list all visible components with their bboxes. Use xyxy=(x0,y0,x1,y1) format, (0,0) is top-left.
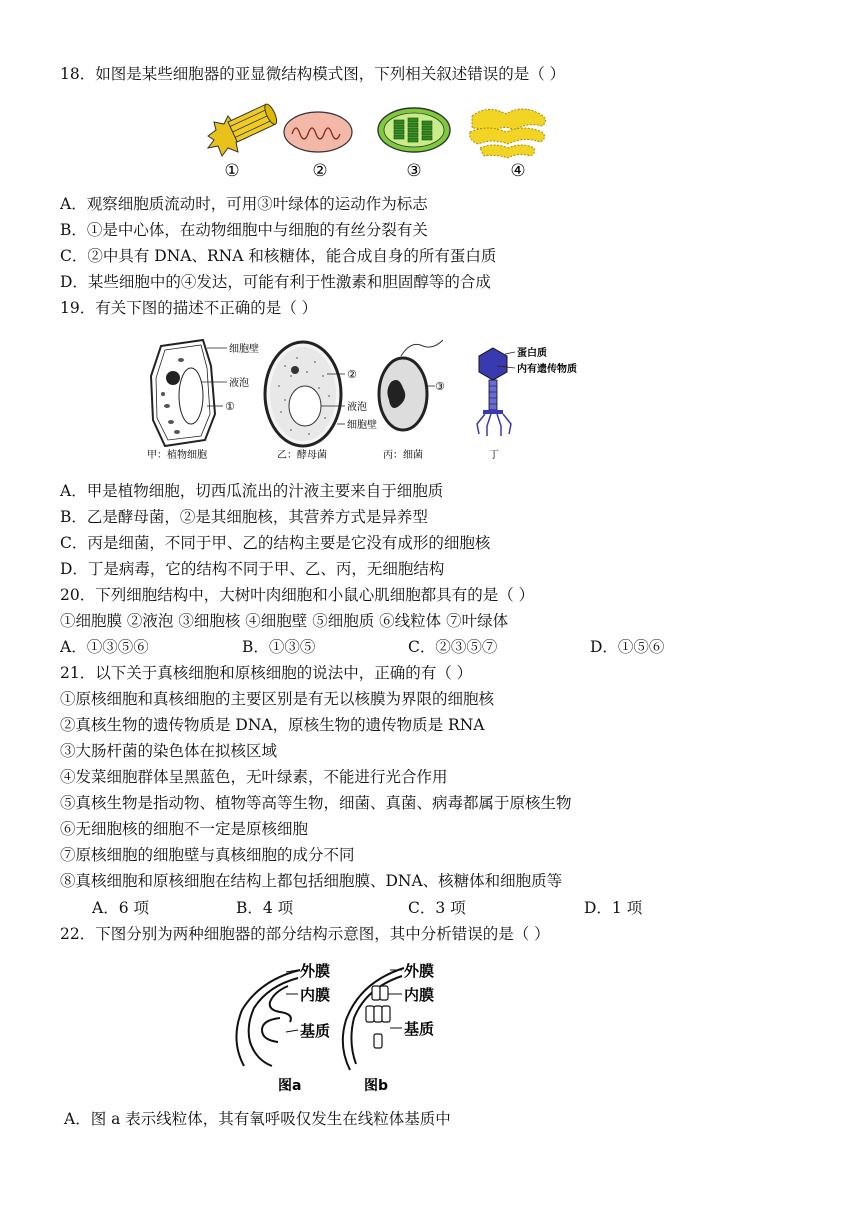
endoplasmic-reticulum-drawing xyxy=(470,109,546,158)
q19-option-d: D．丁是病毒，它的结构不同于甲、乙、丙，无细胞结构 xyxy=(60,560,445,578)
yeast-cell-drawing xyxy=(265,342,377,461)
q20-items: ①细胞膜 ②液泡 ③细胞核 ④细胞壁 ⑤细胞质 ⑥线粒体 ⑦叶绿体 xyxy=(60,612,509,630)
jia-label-cell-wall: 细胞壁 xyxy=(229,344,259,355)
q18-label-4: ④ xyxy=(510,161,526,181)
jia-caption: 甲：植物细胞 xyxy=(147,450,207,461)
figure-a-mitochondrion xyxy=(236,970,300,1066)
q22-stem: 22．下图分别为两种细胞器的部分结构示意图，其中分析错误的是（ ） xyxy=(60,925,550,943)
q21-statement-2: ②真核生物的遗传物质是 DNA，原核生物的遗传物质是 RNA xyxy=(60,716,485,734)
q18-option-c: C．②中具有 DNA、RNA 和核糖体，能合成自身的所有蛋白质 xyxy=(60,247,497,265)
bing-caption: 丙：细菌 xyxy=(383,450,423,461)
yi-label-cell-wall: 细胞壁 xyxy=(347,420,377,431)
virus-drawing xyxy=(477,346,577,461)
q18-option-a: A．观察细胞质流动时，可用③叶绿体的运动作为标志 xyxy=(60,195,428,213)
q20-option-d: D．①⑤⑥ xyxy=(590,638,665,656)
q19-option-a: A．甲是植物细胞，切西瓜流出的汁液主要来自于细胞质 xyxy=(60,482,444,500)
fig-b-label-inner: 内膜 xyxy=(404,986,435,1004)
fig-a-label-matrix: 基质 xyxy=(300,1022,331,1040)
yi-caption: 乙：酵母菌 xyxy=(277,450,327,461)
q21-option-c: C．3 项 xyxy=(408,899,466,917)
q21-stem: 21．以下关于真核细胞和原核细胞的说法中，正确的有（ ） xyxy=(60,664,473,682)
ding-caption: 丁 xyxy=(489,450,499,461)
fig-a-caption: 图a xyxy=(278,1078,302,1094)
mitochondrion-drawing xyxy=(284,112,352,152)
q18-label-2: ② xyxy=(312,161,328,181)
q21-option-b: B．4 项 xyxy=(236,899,294,917)
q18-organelle-figure xyxy=(200,96,560,182)
q22-option-a: A．图 a 表示线粒体，其有氧呼吸仅发生在线粒体基质中 xyxy=(64,1110,451,1128)
yi-label-vacuole: 液泡 xyxy=(347,402,367,413)
fig-b-caption: 图b xyxy=(364,1078,389,1094)
q22-organelle-figure xyxy=(230,956,460,1094)
q19-stem: 19．有关下图的描述不正确的是（ ） xyxy=(60,299,318,317)
fig-a-label-inner: 内膜 xyxy=(300,986,331,1004)
q19-cells-figure xyxy=(145,336,605,468)
jia-label-1: ① xyxy=(225,400,235,413)
q18-label-3: ③ xyxy=(406,161,422,181)
q18-option-b: B．①是中心体，在动物细胞中与细胞的有丝分裂有关 xyxy=(60,221,428,239)
q21-statement-6: ⑥无细胞核的细胞不一定是原核细胞 xyxy=(60,820,309,838)
centrosome-drawing xyxy=(208,103,279,156)
jia-label-vacuole: 液泡 xyxy=(229,378,249,389)
q20-option-b: B．①③⑤ xyxy=(242,638,316,656)
bacterium-drawing xyxy=(379,340,445,461)
q18-label-1: ① xyxy=(224,161,240,181)
q20-option-a: A．①③⑤⑥ xyxy=(60,638,149,656)
fig-b-label-matrix: 基质 xyxy=(404,1020,435,1038)
q21-option-d: D．1 项 xyxy=(584,899,643,917)
q21-option-a: A．6 项 xyxy=(92,899,149,917)
q21-statement-1: ①原核细胞和真核细胞的主要区别是有无以核膜为界限的细胞核 xyxy=(60,690,495,708)
q19-option-c: C．丙是细菌，不同于甲、乙的结构主要是它没有成形的细胞核 xyxy=(60,534,491,552)
q21-statement-4: ④发菜细胞群体呈黑蓝色，无叶绿素，不能进行光合作用 xyxy=(60,768,448,786)
q20-option-c: C．②③⑤⑦ xyxy=(408,638,498,656)
chloroplast-drawing xyxy=(378,108,450,152)
q21-statement-3: ③大肠杆菌的染色体在拟核区域 xyxy=(60,742,278,760)
fig-a-label-outer: 外膜 xyxy=(300,962,331,980)
q21-statement-8: ⑧真核细胞和原核细胞在结构上都包括细胞膜、DNA、核糖体和细胞质等 xyxy=(60,872,563,890)
q21-statement-5: ⑤真核生物是指动物、植物等高等生物，细菌、真菌、病毒都属于原核生物 xyxy=(60,794,572,812)
fig-b-label-outer: 外膜 xyxy=(404,962,435,980)
ding-label-protein: 蛋白质 xyxy=(517,348,547,359)
ding-label-genetic: 内有遗传物质 xyxy=(517,364,577,375)
bing-label-3: ③ xyxy=(435,380,445,393)
plant-cell-drawing xyxy=(147,340,259,461)
q20-stem: 20．下列细胞结构中，大树叶肉细胞和小鼠心肌细胞都具有的是（ ） xyxy=(60,586,535,604)
q21-statement-7: ⑦原核细胞的细胞壁与真核细胞的成分不同 xyxy=(60,846,355,864)
q18-option-d: D．某些细胞中的④发达，可能有利于性激素和胆固醇等的合成 xyxy=(60,273,491,291)
yi-label-2: ② xyxy=(347,368,357,381)
q18-stem: 18．如图是某些细胞器的亚显微结构模式图，下列相关叙述错误的是（ ） xyxy=(60,65,566,83)
q19-option-b: B．乙是酵母菌，②是其细胞核，其营养方式是异养型 xyxy=(60,508,428,526)
